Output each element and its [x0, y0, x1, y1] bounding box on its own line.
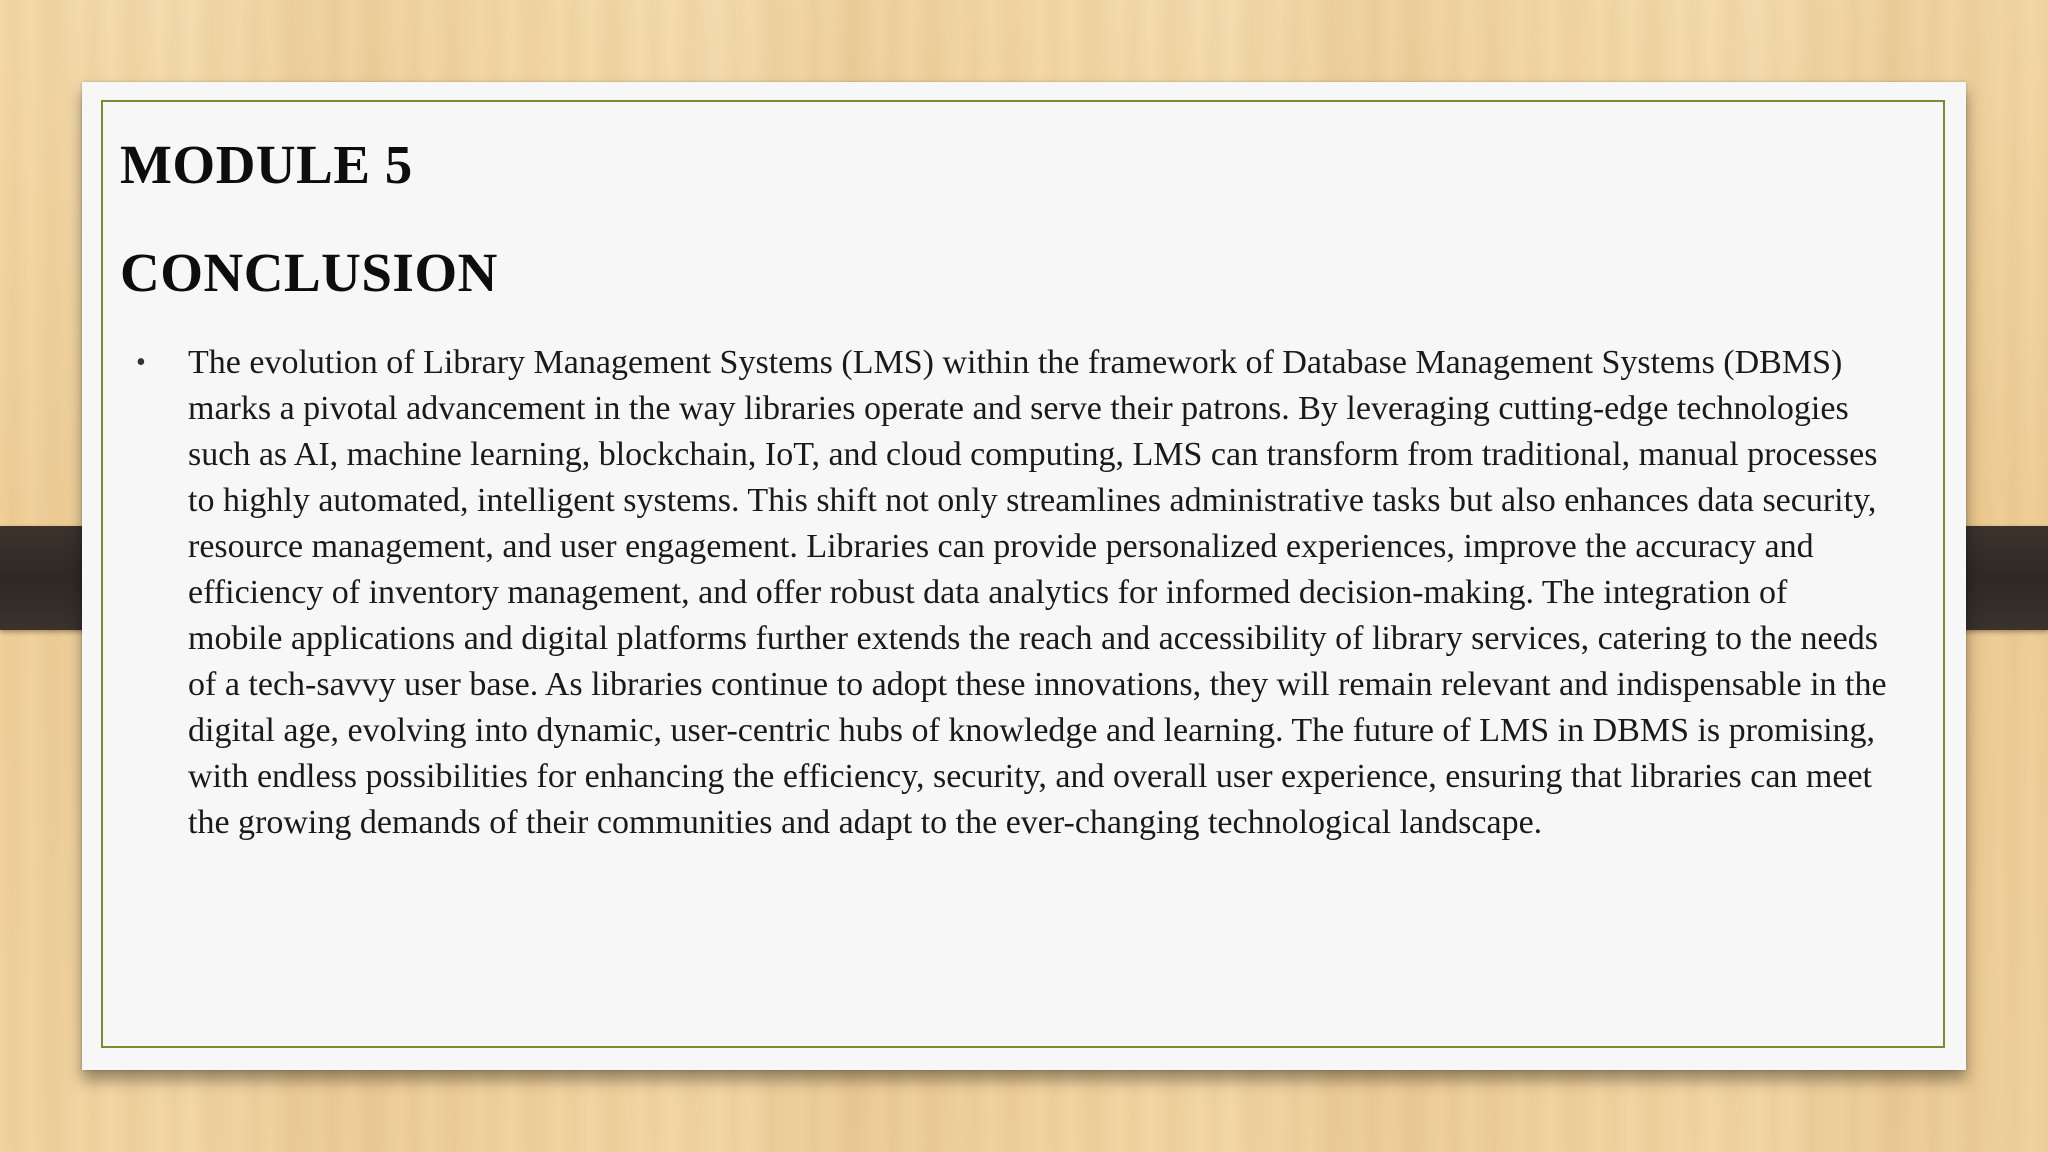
slide-card [82, 82, 1966, 1070]
slide-title-conclusion: CONCLUSION [120, 242, 498, 303]
bullet-list [134, 340, 1944, 846]
slide-title-module: MODULE 5 [120, 134, 413, 195]
bullet-icon: • [136, 347, 146, 378]
bullet-item [134, 340, 1888, 846]
bullet-text: The evolution of Library Management Systems (LMS) within the framework of Database Management Systems (DBMS) marks a pivotal advancement in the way libraries operate and serve their patrons. By leveraging cutting-edge technologies such as AI, machine learning, blockchain, IoT, and cloud computing, LMS can transform from traditional, manual processes to highly automated, intelligent systems. This shift not only streamlines administrative tasks but also enhances data security, resource management, and user engagement. Libraries can provide personalized experiences, improve the accuracy and efficiency of inventory management, and offer robust data analytics for informed decision-making. The integration of mobile applications and digital platforms further extends the reach and accessibility of library services, catering to the needs of a tech-savvy user base. As libraries continue to adopt these innovations, they will remain relevant and indispensable in the digital age, evolving into dynamic, user-centric hubs of knowledge and learning. The future of LMS in DBMS is promising, with endless possibilities for enhancing the efficiency, security, and overall user experience, ensuring that libraries can meet the growing demands of their communities and adapt to the ever-changing technological landscape. [188, 344, 1887, 841]
